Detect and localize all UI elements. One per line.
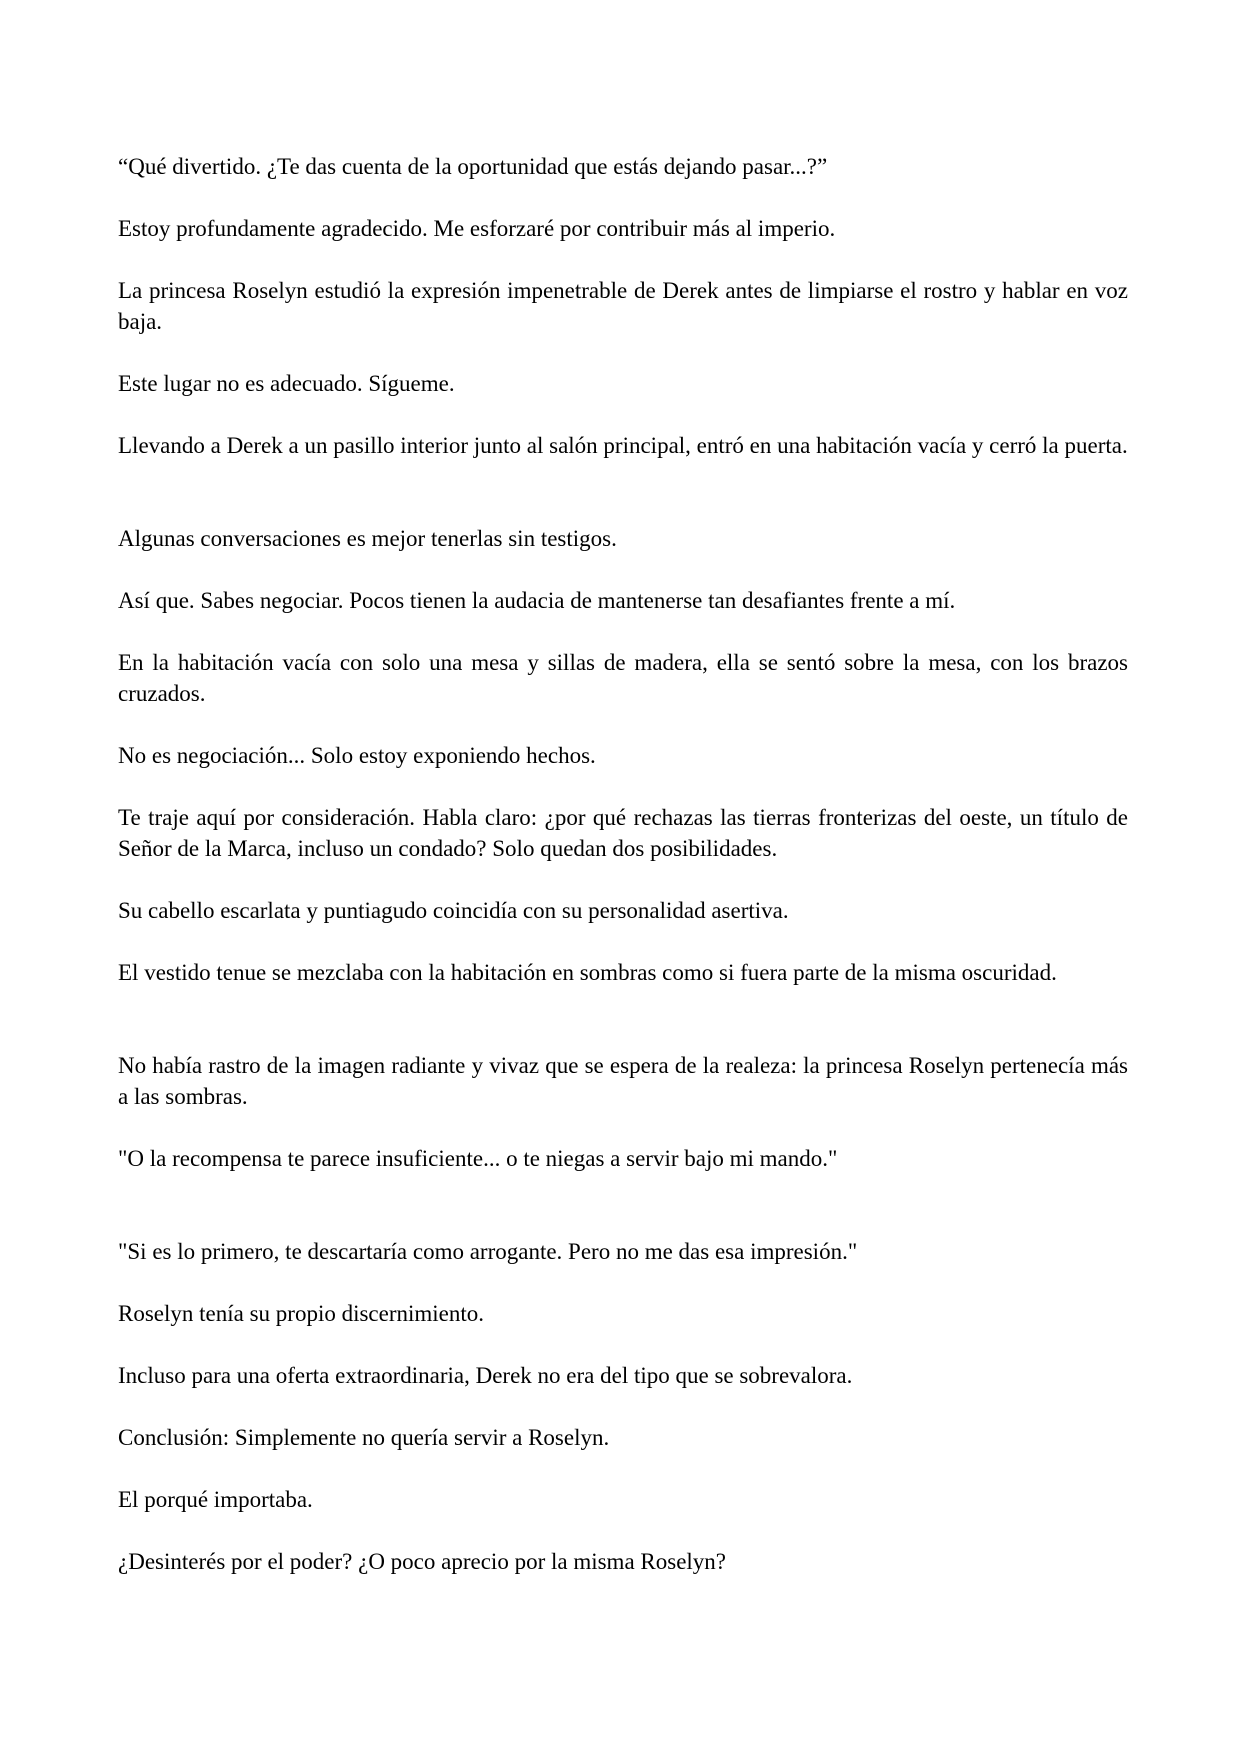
paragraph: Este lugar no es adecuado. Sígueme. (118, 371, 455, 396)
paragraph: Te traje aquí por consideración. Habla claro: ¿por qué rechazas las tierras fronterizas del oeste, un título de Señor de la Marca, incluso un condado? Solo quedan dos posibilidades. (118, 805, 1128, 861)
paragraph: Conclusión: Simplemente no quería servir a Roselyn. (118, 1425, 610, 1450)
paragraph: ¿Desinterés por el poder? ¿O poco aprecio por la misma Roselyn? (118, 1549, 727, 1574)
paragraph: Su cabello escarlata y puntiagudo coincidía con su personalidad asertiva. (118, 898, 789, 923)
paragraph: La princesa Roselyn estudió la expresión impenetrable de Derek antes de limpiarse el rostro y hablar en voz baja. (118, 278, 1128, 334)
paragraph: Así que. Sabes negociar. Pocos tienen la audacia de mantenerse tan desafiantes frente a mí. (118, 588, 956, 613)
paragraph: En la habitación vacía con solo una mesa y sillas de madera, ella se sentó sobre la mesa, con los brazos cruzados. (118, 650, 1128, 706)
paragraph: Incluso para una oferta extraordinaria, Derek no era del tipo que se sobrevalora. (118, 1363, 853, 1388)
paragraph: Algunas conversaciones es mejor tenerlas sin testigos. (118, 526, 617, 551)
paragraph: Llevando a Derek a un pasillo interior junto al salón principal, entró en una habitación vacía y cerró la puerta. (118, 433, 1128, 458)
paragraph: El porqué importaba. (118, 1487, 313, 1512)
paragraph: No es negociación... Solo estoy exponiendo hechos. (118, 743, 596, 768)
paragraph: "Si es lo primero, te descartaría como arrogante. Pero no me das esa impresión." (118, 1239, 858, 1264)
paragraph: Estoy profundamente agradecido. Me esforzaré por contribuir más al imperio. (118, 216, 836, 241)
paragraph: No había rastro de la imagen radiante y vivaz que se espera de la realeza: la princesa Roselyn pertenecía más a las sombras. (118, 1053, 1128, 1109)
paragraph: Roselyn tenía su propio discernimiento. (118, 1301, 485, 1326)
paragraph: El vestido tenue se mezclaba con la habitación en sombras como si fuera parte de la misma oscuridad. (118, 960, 1057, 985)
paragraph: "O la recompensa te parece insuficiente... o te niegas a servir bajo mi mando." (118, 1146, 838, 1171)
paragraph: “Qué divertido. ¿Te das cuenta de la oportunidad que estás dejando pasar...?” (118, 154, 828, 179)
